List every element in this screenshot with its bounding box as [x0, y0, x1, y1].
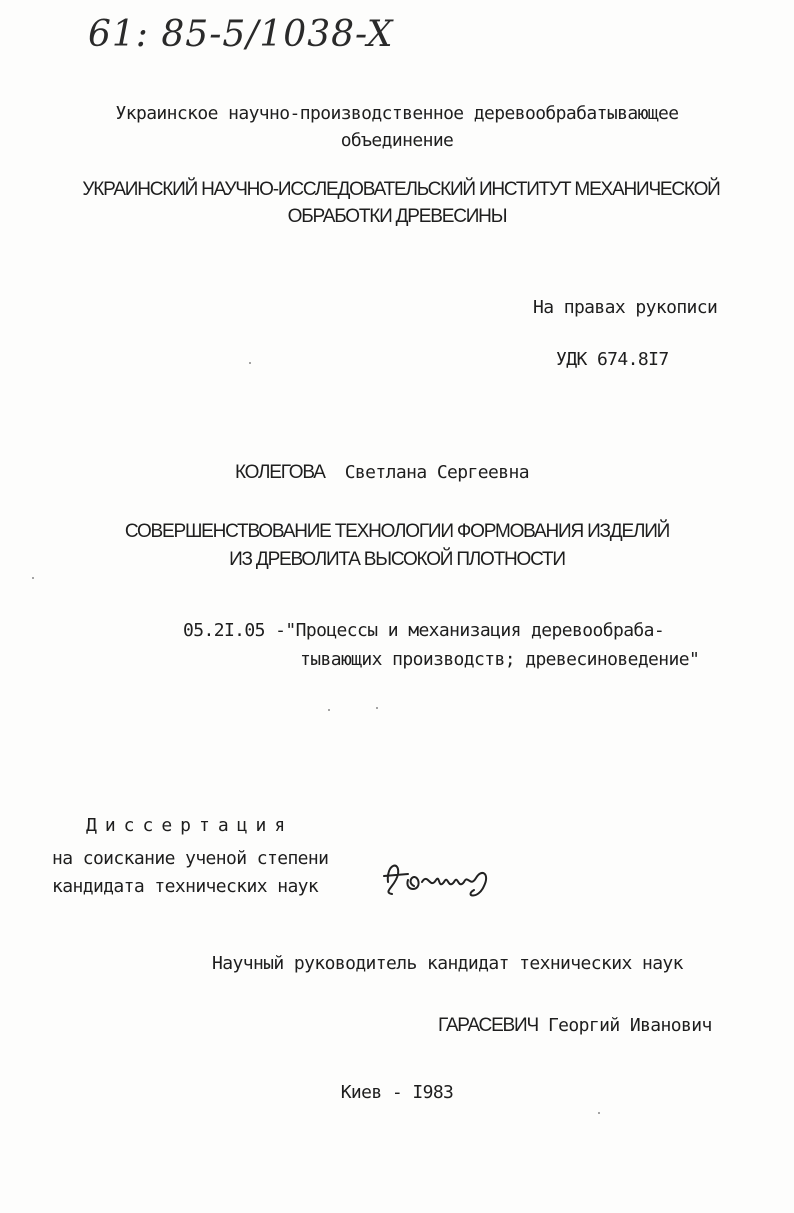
institute-line-2: ОБРАБОТКИ ДРЕВЕСИНЫ [287, 206, 507, 227]
institute-line-1: УКРАИНСКИЙ НАУЧНО-ИССЛЕДОВАТЕЛЬСКИЙ ИНСТИТУТ МЕХАНИЧЕСКОЙ [82, 179, 720, 200]
udc-code: УДК 674.8I7 [556, 349, 669, 370]
paper-speck [328, 709, 330, 711]
author-name [235, 462, 529, 484]
author-given-names: Светлана Сергеевна [344, 462, 529, 483]
paper-speck [32, 577, 34, 579]
organization-line-1: Украинское научно-производственное деревообрабатывающее [115, 103, 679, 124]
organization-line-2: объединение [340, 130, 454, 151]
degree-line-2: кандидата технических наук [52, 876, 319, 897]
supervisor-given-names: Георгий Иванович [547, 1015, 712, 1036]
archive-number: 61: 85-5/1038-X [88, 14, 394, 55]
supervisor-title: Научный руководитель кандидат технических наук [212, 953, 683, 974]
thesis-title-line-1: СОВЕРШЕНСТВОВАНИЕ ТЕХНОЛОГИИ ФОРМОВАНИЯ ИЗДЕЛИЙ [124, 521, 670, 542]
author-surname: КОЛЕГОВА [235, 462, 325, 483]
author-signature [378, 852, 508, 902]
city-year: Киев - I983 [340, 1082, 454, 1103]
paper-speck [376, 707, 378, 709]
supervisor-name [438, 1015, 712, 1037]
paper-speck [249, 362, 251, 364]
manuscript-rights: На правах рукописи [533, 297, 718, 318]
specialty-line-1: 05.2I.05 -"Процессы и механизация деревообраба- [183, 620, 665, 641]
paper-speck [598, 1112, 600, 1114]
document-type: Диссертация [86, 815, 294, 836]
specialty-line-2: тывающих производств; древесиноведение" [300, 649, 700, 670]
thesis-title-line-2: ИЗ ДРЕВОЛИТА ВЫСОКОЙ ПЛОТНОСТИ [229, 549, 565, 570]
supervisor-surname: ГАРАСЕВИЧ [438, 1015, 538, 1036]
degree-line-1: на соискание ученой степени [52, 848, 329, 869]
